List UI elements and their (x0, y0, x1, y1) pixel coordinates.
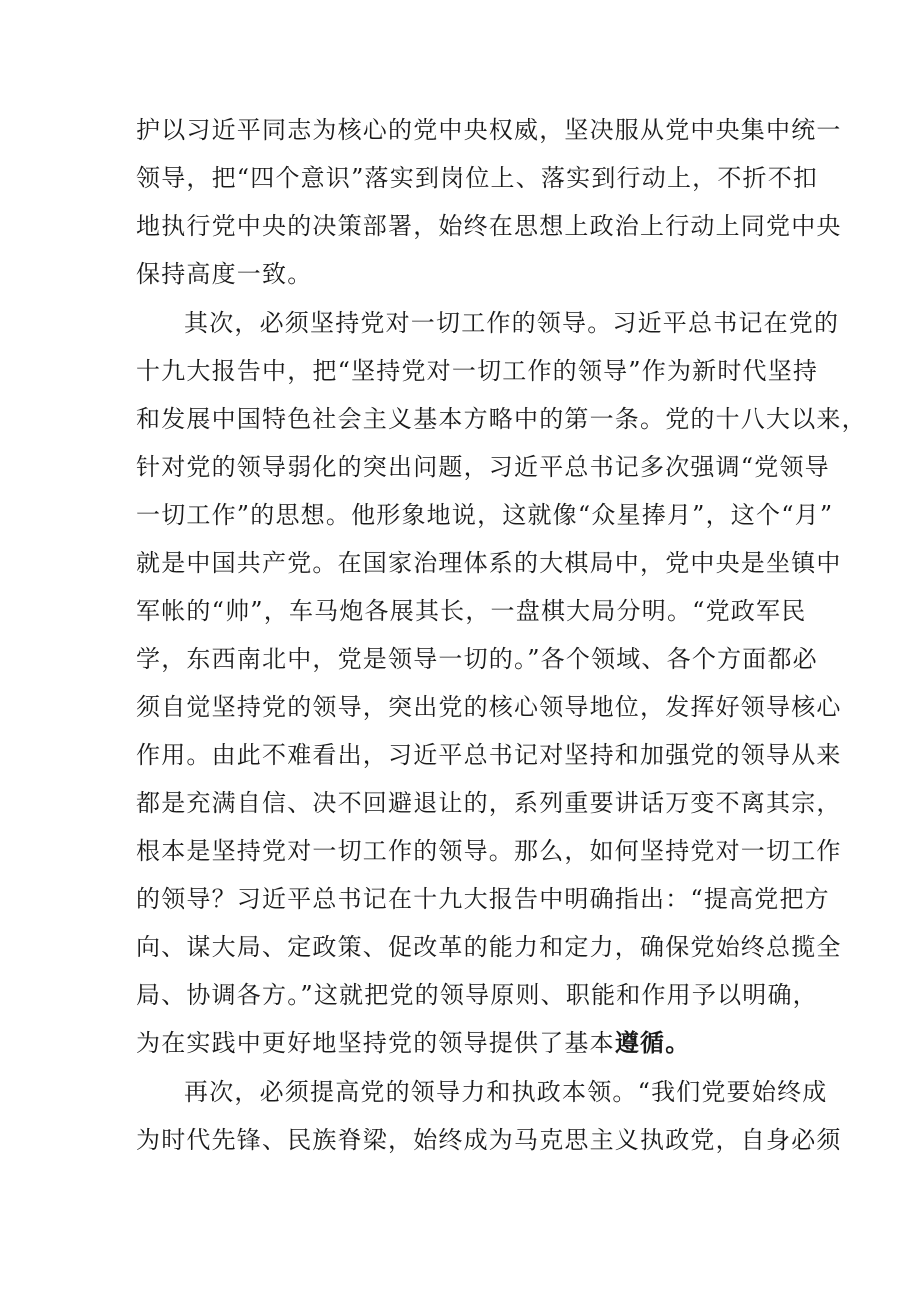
text-line: 保持高度一致。 (136, 260, 313, 288)
text-line: 向、谋大局、定政策、促改革的能力和定力，确保党始终总揽全 (136, 933, 842, 961)
text-line: 领导，把“四个意识”落实到岗位上、落实到行动上，不折不扣 (136, 164, 819, 192)
text-line: 为时代先锋、民族脊梁，始终成为马克思主义执政党，自身必须 (136, 1126, 842, 1154)
text-line: 军帐的“帅”，车马炮各展其长，一盘棋大局分明。“党政军民 (136, 597, 807, 625)
text-segment: 为在实践中更好地坚持党的领导提供了基本 (136, 1029, 615, 1057)
text-line: 十九大报告中，把“坚持党对一切工作的领导”作为新时代坚持 (136, 357, 819, 385)
text-line: 一切工作”的思想。他形象地说，这就像“众星捧月”，这个“月” (136, 501, 834, 529)
text-line: 根本是坚持党对一切工作的领导。那么，如何坚持党对一切工作 (136, 837, 842, 865)
text-line (136, 1023, 796, 1063)
paragraph-start-line: 其次，必须坚持党对一切工作的领导。习近平总书记在党的 (184, 309, 840, 337)
text-line: 局、协调各方。”这就把党的领导原则、职能和作用予以明确， (136, 981, 818, 1009)
text-line: 学，东西南北中，党是领导一切的。”各个领域、各个方面都必 (136, 645, 818, 673)
text-line: 作用。由此不难看出，习近平总书记对坚持和加强党的领导从来 (136, 741, 842, 769)
text-line: 都是充满自信、决不回避退让的，系列重要讲话万变不离其宗， (136, 789, 842, 817)
text-line: 的领导？习近平总书记在十九大报告中明确指出：“提高党把方 (136, 885, 830, 913)
text-line: 就是中国共产党。在国家治理体系的大棋局中，党中央是坐镇中 (136, 549, 842, 577)
text-line: 须自觉坚持党的领导，突出党的核心领导地位，发挥好领导核心 (136, 693, 842, 721)
text-line: 针对党的领导弱化的突出问题，习近平总书记多次强调“党领导 (136, 453, 830, 481)
text-line: 护以习近平同志为核心的党中央权威，坚决服从党中央集中统一 (136, 116, 842, 144)
text-line: 和发展中国特色社会主义基本方略中的第一条。党的十八大以来， (136, 405, 867, 433)
bold-text-segment: 遵循。 (614, 1028, 691, 1057)
text-line: 地执行党中央的决策部署，始终在思想上政治上行动上同党中央 (136, 212, 842, 240)
paragraph-start-line: 再次，必须提高党的领导力和执政本领。“我们党要始终成 (184, 1078, 828, 1106)
